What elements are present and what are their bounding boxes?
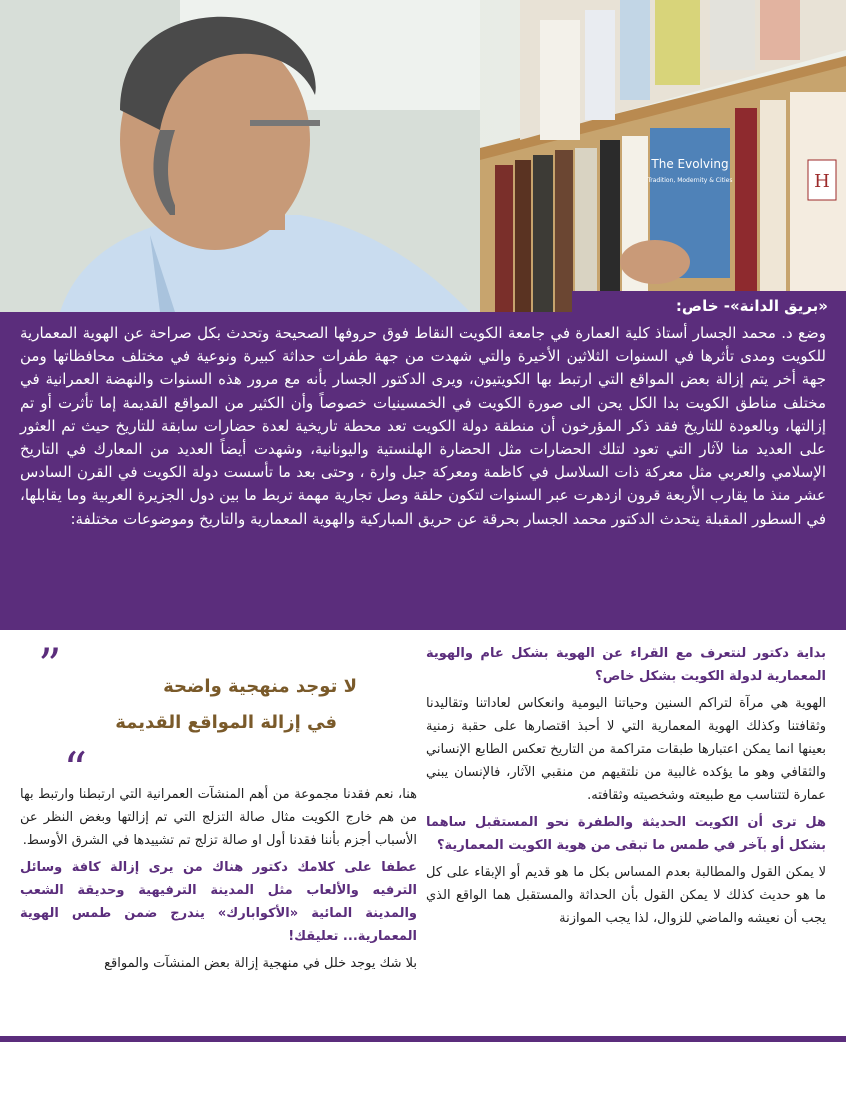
book-title-text: The Evolving [651, 157, 729, 171]
pull-quote-line-1: لا توجد منهجية واضحة [163, 676, 357, 697]
question-3: عطفا على كلامك دكتور هناك من يرى إزالة كافة وسائل الترفيه والألعاب مثل المدينة الترفيهية وحديقة الشعب والمدينة المائية «الأكوابارك» يندرج ضمن طمس الهوية المعمارية... تعليقك! [20, 860, 417, 944]
byline-credit: «بريق الدانة»- خاص: [572, 291, 846, 321]
answer-3: بلا شك يوجد خلل في منهجية إزالة بعض المنشآت والمواقع [104, 956, 417, 971]
footer-bar [0, 1036, 846, 1042]
pull-quote [20, 638, 417, 796]
professor-bookshelf-illustration [0, 0, 846, 312]
answer-1: الهوية هي مرآة لتراكم السنين وحياتنا اليومية وانعكاس لعاداتنا وتقاليدنا وثقافتنا وكذلك الهوية المعمارية التي لا أحبذ اقتصارها على حقبة زمنية بعينها انما يمكن اعتبارها طبقات متراكمة من التاريخ تعكس الطابع الإنساني والثقافي وهو ما يؤكده غالبية من نلتقيهم من منقبي الآثار، فالإنسان يبني عمارة لتتناسب مع طبيعته وشخصيته وثقافته. [426, 696, 826, 803]
intro-section [0, 312, 846, 630]
question-1: بداية دكتور لنتعرف مع القراء عن الهوية بشكل عام والهوية المعمارية لدولة الكويت بشكل خاص؟ [426, 646, 826, 684]
svg-text:H: H [814, 171, 830, 192]
left-column [20, 638, 417, 979]
answer-0: هنا، نعم فقدنا مجموعة من أهم المنشآت العمرانية التي ارتبطنا وارتبط بها من هم خارج الكويت مثال صالة التزلج التي تم إزالتها وبغض النظر عن الأسباب أجزم بأننا فقدنا أول او صالة تزلج تم تشييدها في الشرق الأوسط. [20, 787, 417, 848]
quote-close-icon: “ [63, 742, 87, 796]
article-photo [0, 0, 846, 312]
answer-2: لا يمكن القول والمطالبة بعدم المساس بكل ما هو قديم أو الإبقاء على كل ما هو حديث كذلك لا يمكن القول بأن الحداثة والمستقبل هما الواقع الذي يجب أن نعيشه والماضي للزوال، لذا يجب الموازنة [426, 865, 826, 926]
question-2: هل ترى أن الكويت الحديثة والطفرة نحو المستقبل ساهما بشكل أو بآخر في طمس ما تبقى من هوية الكويت المعمارية؟ [426, 815, 826, 853]
pull-quote-line-2: في إزالة المواقع القديمة [115, 712, 337, 733]
quote-open-icon: ” [38, 638, 62, 692]
right-column [426, 642, 826, 934]
intro-paragraph: وضع د. محمد الجسار أستاذ كلية العمارة في جامعة الكويت النقاط فوق حروفها الصحيحة وتحدث بكل صراحة عن الهوية المعمارية للكويت ومدى تأثرها في السنوات الثلاثين الأخيرة والتي شهدت من جهة طفرات حداثة كبيرة ونوعية في مختلف محافظاتها ومن جهة أخر يتم إزالة بعض المواقع التي ارتبط بها الكويتيون، ويرى الدكتور الجسار بأنه مع مرور هذه السنوات والنهضة العمرانية في مختلف مناطق الكويت بدا الكل يحن الى صورة الكويت في الخمسينيات خصوصاً وأن الكثير من المواقع القديمة إما تأثرت أو تم إزالتها، وبالعودة للتاريخ فقد ذكر المؤرخون أن منطقة دولة الكويت تعد محطة تاريخية لعدة حضارات سابقة للتاريخ حيث تم العثور على العديد منا لآثار التي تعود لتلك الحضارات مثل الحضارة الهلنستية واليونانية، وشهدت أيضاً العديد من المعارك في التاريخ الإسلامي والعربي مثل معركة ذات السلاسل في كاظمة ومعركة جبل وارة ، وحتى بعد ما تأسست دولة الكويت في القرن السادس عشر منذ ما يقارب الأربعة قرون ازدهرت عبر السنوات لتكون حلقة وصل تجارية مهمة تربط ما بين دول الجزيرة العربية وما يقابلها، في السطور المقبلة يتحدث الدكتور محمد الجسار بحرقة عن حريق المباركية والهوية المعمارية والتاريخ وموضوعات مختلفة: [20, 324, 826, 528]
book-subtitle-text: Tradition, Modernity & Cities [647, 177, 733, 184]
